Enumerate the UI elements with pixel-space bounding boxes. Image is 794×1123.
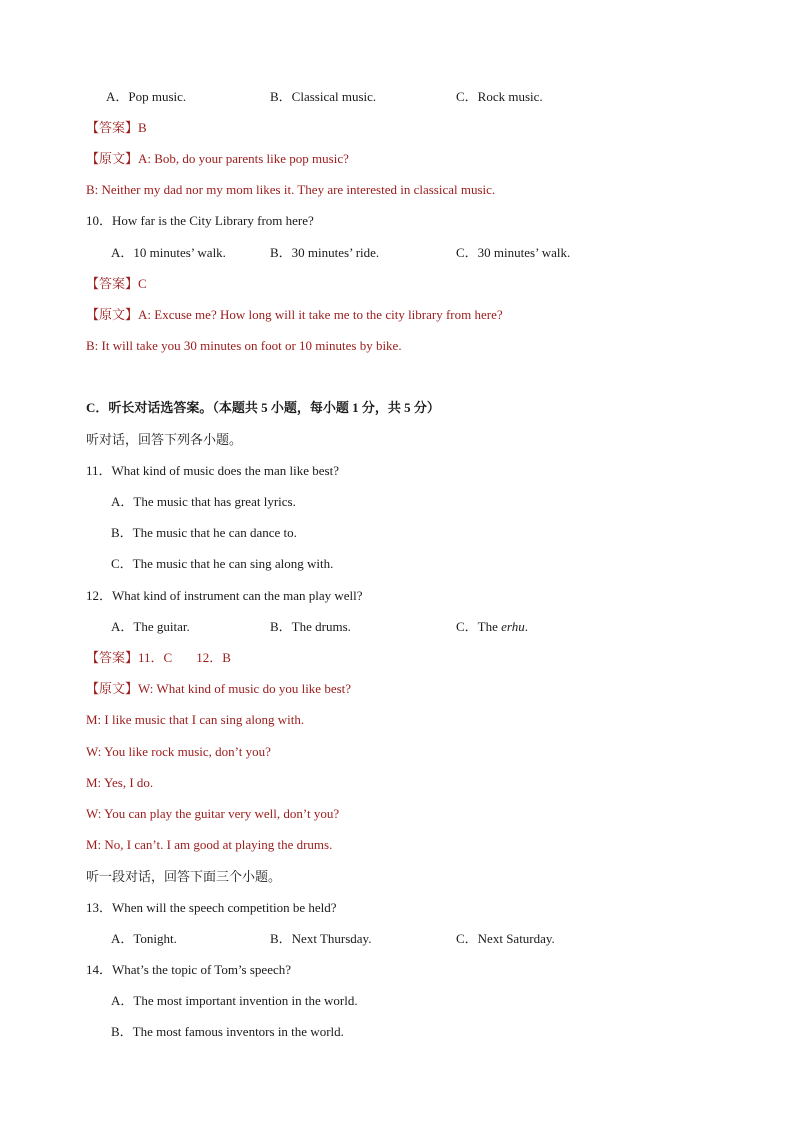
q12-question: 12．What kind of instrument can the man play well? [86, 588, 363, 603]
answer-tag: 【答案】 [86, 120, 139, 135]
q10-option-a: A．10 minutes’ walk. [111, 245, 226, 260]
q11-option-a: A．The music that has great lyrics. [111, 494, 296, 509]
script-tag: 【原文】 [86, 151, 139, 166]
section-c-script-5: W: You can play the guitar very well, don’t you? [86, 806, 340, 821]
script-tag: 【原文】 [86, 681, 139, 696]
option-c-prefix: C．The [456, 619, 502, 634]
section-c-script-6: M: No, I can’t. I am good at playing the drums. [86, 837, 333, 852]
option-c-italic: erhu [501, 619, 525, 634]
q9-option-c: C．Rock music. [456, 89, 543, 104]
script-tag: 【原文】 [86, 307, 139, 322]
script-line: A: Excuse me? How long will it take me to the city library from here? [138, 307, 503, 322]
q14-option-a: A．The most important invention in the world. [111, 993, 358, 1008]
q11-option-b: B．The music that he can dance to. [111, 525, 297, 540]
section-c-instruction-1: 听对话，回答下列各小题。 [86, 432, 243, 447]
q13-option-b: B．Next Thursday. [270, 931, 372, 946]
q11-question: 11．What kind of music does the man like best? [86, 463, 339, 478]
section-c-script-4: M: Yes, I do. [86, 775, 154, 790]
q9-answer [86, 120, 147, 136]
section-c-script-2: M: I like music that I can sing along with. [86, 712, 305, 727]
script-line: W: What kind of music do you like best? [138, 681, 352, 696]
q14-option-b: B．The most famous inventors in the world. [111, 1024, 344, 1039]
option-c-suffix: . [524, 619, 528, 634]
q11-option-c: C．The music that he can sing along with. [111, 556, 334, 571]
q10-script-1 [86, 307, 503, 323]
q12-option-b: B．The drums. [270, 619, 351, 634]
q13-question: 13．When will the speech competition be held? [86, 900, 337, 915]
answer-11: 11．C [138, 650, 173, 665]
q10-answer [86, 276, 147, 292]
q9-script-2: B: Neither my dad nor my mom likes it. They are interested in classical music. [86, 182, 496, 197]
q10-option-c: C．30 minutes’ walk. [456, 245, 571, 260]
section-c-heading: C．听长对话选答案。（本题共 5 小题，每小题 1 分，共 5 分） [86, 400, 440, 415]
q9-option-b: B．Classical music. [270, 89, 377, 104]
q10-option-b: B．30 minutes’ ride. [270, 245, 380, 260]
answer-value: C [138, 276, 147, 291]
script-line: A: Bob, do your parents like pop music? [138, 151, 349, 166]
q12-option-c [456, 619, 528, 635]
q10-question: 10．How far is the City Library from here? [86, 213, 314, 228]
answer-value: B [138, 120, 147, 135]
q13-option-a: A．Tonight. [111, 931, 177, 946]
q14-question: 14．What’s the topic of Tom’s speech? [86, 962, 291, 977]
q13-option-c: C．Next Saturday. [456, 931, 555, 946]
q9-option-a: A．Pop music. [106, 89, 187, 104]
q9-script-1 [86, 151, 349, 167]
section-c-script-3: W: You like rock music, don’t you? [86, 744, 271, 759]
q11-12-answer [86, 650, 231, 666]
section-c-script-1 [86, 681, 351, 697]
q10-script-2: B: It will take you 30 minutes on foot or 10 minutes by bike. [86, 338, 402, 353]
section-c-instruction-2: 听一段对话，回答下面三个小题。 [86, 869, 282, 884]
answer-12: 12．B [196, 650, 231, 665]
answer-tag: 【答案】 [86, 650, 139, 665]
q12-option-a: A．The guitar. [111, 619, 190, 634]
answer-tag: 【答案】 [86, 276, 139, 291]
